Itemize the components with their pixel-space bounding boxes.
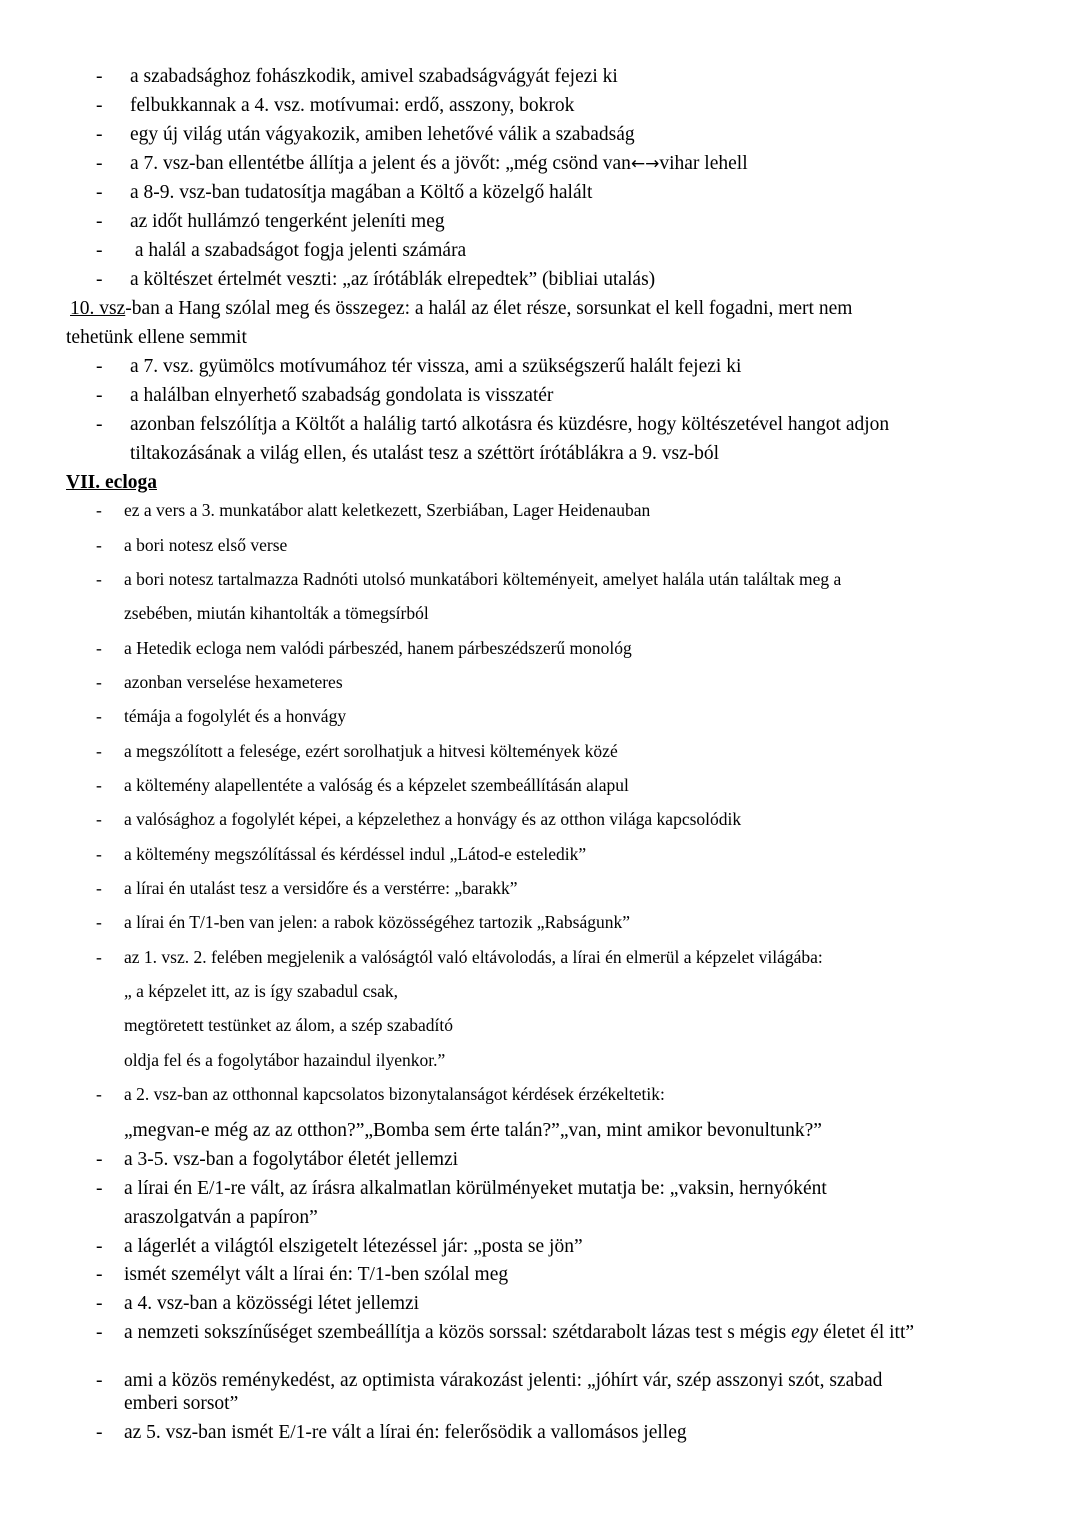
list-dash: -: [96, 414, 103, 435]
list-dash: -: [96, 878, 102, 898]
left-right-arrows-icon: ←→: [630, 154, 660, 174]
list-item: azonban verselése hexameteres: [124, 672, 343, 692]
list-item: [124, 1322, 914, 1344]
italic-word: egy: [791, 1322, 819, 1343]
list-dash: -: [96, 1422, 103, 1443]
list-dash: -: [96, 844, 102, 864]
underlined-lead: 10. vsz: [70, 298, 126, 319]
list-dash: -: [96, 356, 103, 377]
list-item-continuation: emberi sorsot”: [124, 1393, 239, 1414]
list-item: az 1. vsz. 2. felében megjelenik a valóságtól való eltávolodás, a lírai én elmerül a képzelet világába:: [124, 947, 823, 967]
list-item: a megszólított a felesége, ezért sorolhatjuk a hitvesi költemények közé: [124, 741, 618, 761]
list-item: a költemény megszólítással és kérdéssel indul „Látod-e esteledik”: [124, 844, 587, 864]
list-dash: -: [96, 269, 103, 290]
list-item: ez a vers a 3. munkatábor alatt keletkezett, Szerbiában, Lager Heidenauban: [124, 500, 651, 520]
list-dash: -: [96, 947, 102, 967]
list-item: egy új világ után vágyakozik, amiben lehetővé válik a szabadság: [130, 124, 635, 145]
list-dash: -: [96, 912, 102, 932]
list-item: a valósághoz a fogolylét képei, a képzelethez a honvágy és az otthon világa kapcsolódik: [124, 809, 742, 829]
list-item: [130, 153, 748, 175]
list-item: az időt hullámzó tengerként jeleníti meg: [130, 211, 445, 232]
list-item: ismét személyt vált a lírai én: T/1-ben szólal meg: [124, 1264, 509, 1285]
list-item: a 3-5. vsz-ban a fogolytábor életét jellemzi: [124, 1149, 459, 1170]
list-item: a 2. vsz-ban az otthonnal kapcsolatos bizonytalanságot kérdések érzékeltetik:: [124, 1084, 665, 1104]
list-dash: -: [96, 1293, 103, 1314]
list-item: azonban felszólítja a Költőt a halálig tartó alkotásra és küzdésre, hogy költészetével hangot adjon: [130, 414, 890, 435]
section-heading: VII. ecloga: [66, 472, 157, 493]
list-item: a Hetedik ecloga nem valódi párbeszéd, hanem párbeszédszerű monológ: [124, 638, 632, 658]
list-item: a bori notesz tartalmazza Radnóti utolsó munkatábori költeményeit, amelyet halála után találtak meg a: [124, 569, 842, 589]
list-dash: -: [96, 569, 102, 589]
quote-line: megtöretett testünket az álom, a szép szabadító: [124, 1015, 453, 1035]
list-item-text-tail: életet él itt”: [818, 1322, 915, 1343]
list-dash: -: [96, 124, 103, 145]
list-dash: -: [96, 638, 102, 658]
list-dash: -: [96, 182, 103, 203]
paragraph-text: -ban a Hang szólal meg és összegez: a halál az élet része, sorsunkat el kell fogadni, mert nem: [125, 298, 853, 319]
list-item: a bori notesz első verse: [124, 535, 288, 555]
list-dash: -: [96, 672, 102, 692]
list-dash: -: [96, 809, 102, 829]
list-item: témája a fogolylét és a honvágy: [124, 706, 347, 726]
list-dash: -: [96, 240, 103, 261]
list-dash: -: [96, 1084, 102, 1104]
list-dash: -: [96, 741, 102, 761]
list-item: a 7. vsz. gyümölcs motívumához tér vissza, ami a szükségszerű halált fejezi ki: [130, 356, 742, 377]
list-item: ami a közös reménykedést, az optimista várakozást jelenti: „jóhírt vár, szép asszonyi szót, szabad: [124, 1370, 883, 1391]
list-item-continuation: araszolgatván a papíron”: [124, 1207, 318, 1228]
list-dash: -: [96, 211, 103, 232]
list-item-text: a 7. vsz-ban ellentétbe állítja a jelent és a jövőt: „még csönd van: [130, 153, 631, 174]
list-item: a lírai én T/1-ben van jelen: a rabok közösségéhez tartozik „Rabságunk”: [124, 912, 631, 932]
paragraph-line: tehetünk ellene semmit: [66, 327, 247, 348]
list-dash: -: [96, 1264, 103, 1285]
list-item-text-tail: vihar lehell: [659, 153, 748, 174]
list-dash: -: [96, 535, 102, 555]
list-dash: -: [96, 95, 103, 116]
list-item-text: a nemzeti sokszínűséget szembeállítja a közös sorssal: szétdarabolt lázas test s mégis: [124, 1322, 792, 1343]
list-item: az 5. vsz-ban ismét E/1-re vált a lírai én: felerősödik a vallomásos jelleg: [124, 1422, 687, 1443]
list-item: felbukkannak a 4. vsz. motívumai: erdő, asszony, bokrok: [130, 95, 575, 116]
quote-line: oldja fel és a fogolytábor hazaindul ilyenkor.”: [124, 1050, 446, 1070]
list-item: a halálban elnyerhető szabadság gondolata is visszatér: [130, 385, 554, 406]
list-item: a 4. vsz-ban a közösségi létet jellemzi: [124, 1293, 420, 1314]
list-dash: -: [96, 66, 103, 87]
list-dash: -: [96, 1236, 103, 1257]
list-dash: -: [96, 1370, 103, 1391]
list-item: a szabadsághoz fohászkodik, amivel szabadságvágyát fejezi ki: [130, 66, 618, 87]
list-item: a lírai én E/1-re vált, az írásra alkalmatlan körülményeket mutatja be: „vaksin, hernyóként: [124, 1178, 827, 1199]
list-dash: -: [96, 500, 102, 520]
list-item: a költészet értelmét veszti: „az írótáblák elrepedtek” (bibliai utalás): [130, 269, 656, 290]
list-item-continuation: tiltakozásának a világ ellen, és utalást tesz a széttört írótáblákra a 9. vsz-ból: [130, 443, 720, 464]
list-item: a költemény alapellentéte a valóság és a képzelet szembeállításán alapul: [124, 775, 629, 795]
list-dash: -: [96, 1178, 103, 1199]
quote-line: „ a képzelet itt, az is így szabadul csak,: [124, 981, 399, 1001]
list-item: a lágerlét a világtól elszigetelt létezéssel jár: „posta se jön”: [124, 1236, 583, 1257]
list-item-continuation: zsebében, miután kihantolták a tömegsírból: [124, 603, 429, 623]
list-item: a halál a szabadságot fogja jelenti számára: [130, 240, 467, 261]
list-item: a 8-9. vsz-ban tudatosítja magában a Költő a közelgő halált: [130, 182, 593, 203]
paragraph-line: [70, 298, 852, 320]
list-dash: -: [96, 775, 102, 795]
list-dash: -: [96, 385, 103, 406]
list-dash: -: [96, 1149, 103, 1170]
list-item: a lírai én utalást tesz a versidőre és a verstérre: „barakk”: [124, 878, 518, 898]
list-dash: -: [96, 706, 102, 726]
list-dash: -: [96, 153, 103, 174]
quote-line: „megvan-e még az az otthon?”„Bomba sem érte talán?”„van, mint amikor bevonultunk?”: [124, 1120, 822, 1141]
list-dash: -: [96, 1322, 103, 1343]
